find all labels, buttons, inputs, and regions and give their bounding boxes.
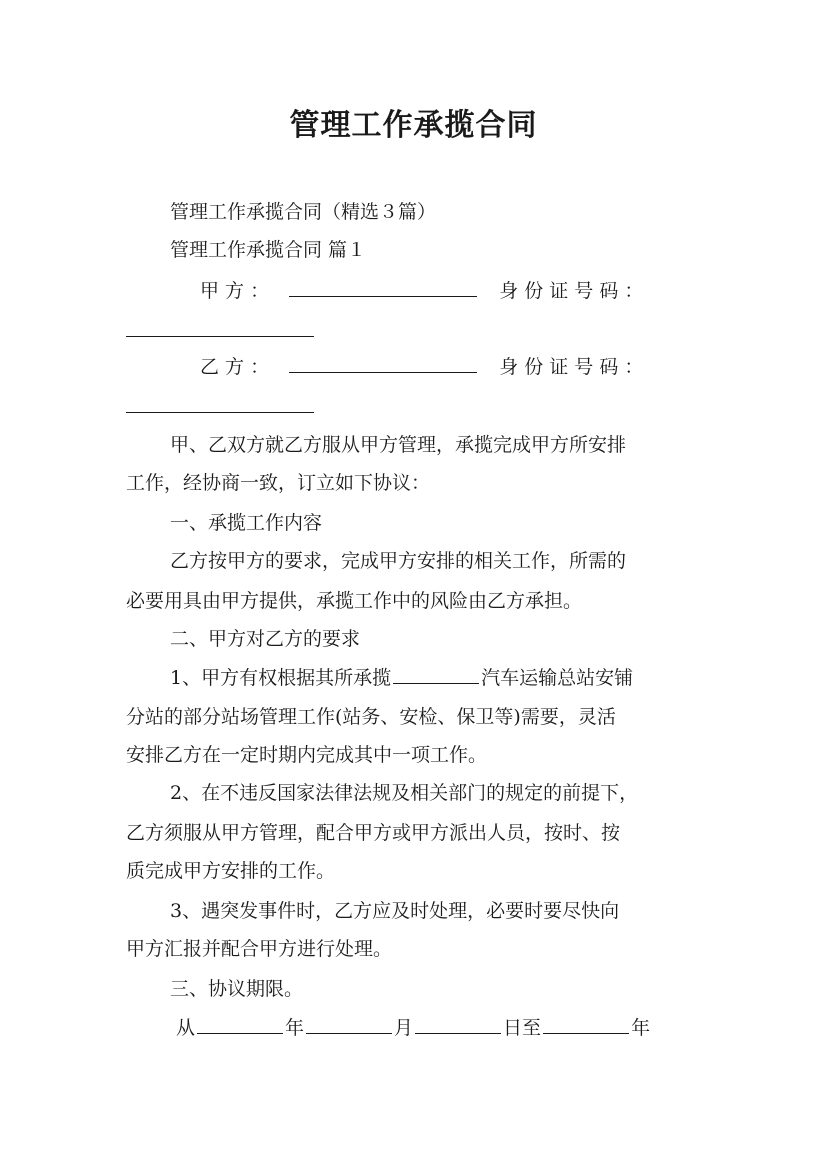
section-1-para-1: 乙方按甲方的要求，完成甲方安排的相关工作，所需的 <box>170 550 627 572</box>
party-b-row <box>200 354 780 379</box>
period-from: 从 <box>176 1017 196 1039</box>
subtitle: 管理工作承揽合同（精选３篇） <box>170 201 437 223</box>
party-a-id-label: 身 份 证 号 码 ： <box>499 280 644 302</box>
period-end-year-blank <box>543 1015 629 1034</box>
party-a-id-blank <box>126 318 314 337</box>
party-b-label: 乙 方 ： <box>200 356 270 378</box>
intro-line-2: 工作，经协商一致，订立如下协议： <box>126 472 431 494</box>
part-heading: 管理工作承揽合同 篇１ <box>170 239 367 261</box>
party-a-label: 甲 方 ： <box>200 280 270 302</box>
req-1-text-b: 汽车运输总站安铺 <box>481 667 634 689</box>
period-start-month-blank <box>306 1015 392 1034</box>
intro-line-1: 甲、乙双方就乙方服从甲方管理，承揽完成甲方所安排 <box>170 434 627 456</box>
req-1-line-2: 分站的部分站场管理工作(站务、安检、保卫等)需要，灵活 <box>126 706 616 728</box>
period-year-label: 年 <box>285 1017 305 1039</box>
period-day-to-label: 日至 <box>503 1017 542 1039</box>
section-1-para-2: 必要用具由甲方提供，承揽工作中的风险由乙方承担。 <box>126 590 583 612</box>
party-b-id-blank-row <box>126 394 706 419</box>
req-2-line-1: 2、在不违反国家法律法规及相关部门的规定的前提下， <box>170 782 639 804</box>
req-1-blank <box>393 665 479 684</box>
req-1-text-a: 1、甲方有权根据其所承揽 <box>170 667 392 689</box>
req-2-line-2: 乙方须服从甲方管理，配合甲方或甲方派出人员，按时、按 <box>126 822 621 844</box>
period-start-year-blank <box>197 1015 283 1034</box>
party-a-id-blank-row <box>126 318 706 343</box>
req-3-line-1: 3、遇突发事件时，乙方应及时处理，必要时要尽快向 <box>170 900 620 922</box>
req-1-line-3: 安排乙方在一定时期内完成其中一项工作。 <box>126 744 488 766</box>
party-b-id-blank <box>126 394 314 413</box>
req-1-line-1 <box>170 665 750 690</box>
req-3-line-2: 甲方汇报并配合甲方进行处理。 <box>126 938 393 960</box>
period-start-day-blank <box>415 1015 501 1034</box>
period-month-label: 月 <box>394 1017 414 1039</box>
period-year2-label: 年 <box>631 1017 651 1039</box>
section-3-heading: 三、协议期限。 <box>170 978 304 1000</box>
party-b-id-label: 身 份 证 号 码 ： <box>499 356 644 378</box>
party-a-name-blank <box>289 278 477 297</box>
section-1-heading: 一、承揽工作内容 <box>170 512 323 534</box>
party-a-row <box>200 278 780 303</box>
party-b-name-blank <box>289 354 477 373</box>
req-2-line-3: 质完成甲方安排的工作。 <box>126 860 336 882</box>
period-row <box>176 1015 756 1040</box>
page-title: 管理工作承揽合同 <box>289 108 538 143</box>
section-2-heading: 二、甲方对乙方的要求 <box>170 628 361 650</box>
